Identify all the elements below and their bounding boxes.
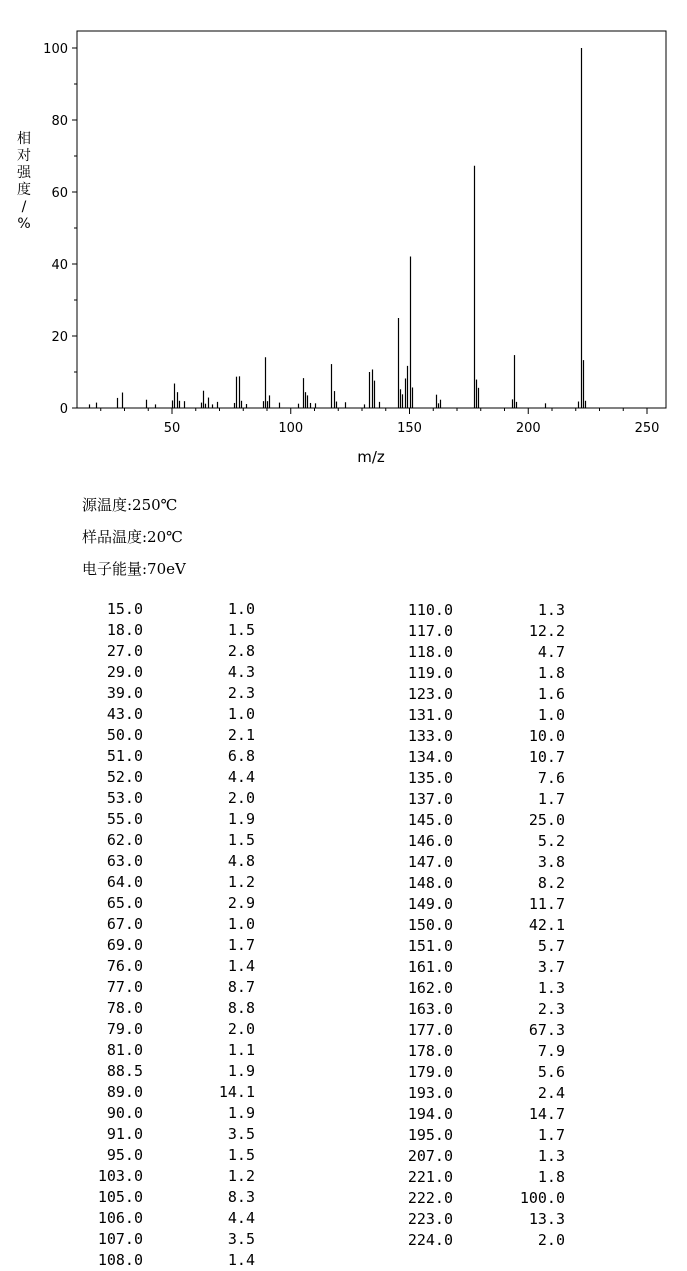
mz-value: 151.0 [407,937,453,955]
table-row [86,662,255,683]
intensity-value: 1.1 [227,1041,255,1059]
mz-value: 67.0 [106,915,143,933]
mz-value: 50.0 [106,726,143,744]
y-axis-label-char: / [21,199,27,215]
table-row [396,642,565,663]
intensity-value: 1.2 [227,873,255,891]
table-row [396,936,565,957]
mz-value: 105.0 [97,1188,143,1206]
mz-value: 18.0 [106,621,143,639]
mz-value: 147.0 [407,853,453,871]
mz-value: 90.0 [106,1104,143,1122]
intensity-value: 100.0 [519,1189,565,1207]
intensity-value: 13.3 [528,1210,565,1228]
mz-value: 193.0 [407,1084,453,1102]
table-row [396,810,565,831]
mz-value: 221.0 [407,1168,453,1186]
mz-value: 52.0 [106,768,143,786]
intensity-value: 8.8 [227,999,255,1017]
mz-value: 177.0 [407,1021,453,1039]
mz-value: 81.0 [106,1041,143,1059]
mz-value: 103.0 [97,1167,143,1185]
y-axis-label-char: % [17,216,31,232]
mz-value: 163.0 [407,1000,453,1018]
mz-value: 69.0 [106,936,143,954]
y-tick-label: 60 [51,186,68,201]
plot-frame [77,31,666,408]
table-row [396,1083,565,1104]
y-axis-label-char: 相 [17,131,31,147]
table-row [396,600,565,621]
table-row [86,1082,255,1103]
intensity-value: 4.8 [227,852,255,870]
spectrum-peaks [90,48,586,408]
mz-value: 95.0 [106,1146,143,1164]
intensity-value: 6.8 [227,747,255,765]
mz-value: 51.0 [106,747,143,765]
intensity-value: 8.3 [227,1188,255,1206]
table-row [86,956,255,977]
mz-value: 146.0 [407,832,453,850]
table-row [396,978,565,999]
intensity-value: 1.8 [537,1168,565,1186]
intensity-value: 67.3 [528,1021,565,1039]
mz-value: 65.0 [106,894,143,912]
mz-value: 27.0 [106,642,143,660]
y-axis-label-char: 对 [17,148,31,164]
mz-value: 161.0 [407,958,453,976]
table-row [86,1187,255,1208]
table-row [396,915,565,936]
table-row [396,705,565,726]
intensity-value: 3.7 [537,958,565,976]
mz-value: 64.0 [106,873,143,891]
mz-value: 178.0 [407,1042,453,1060]
intensity-value: 11.7 [528,895,565,913]
mz-value: 76.0 [106,957,143,975]
table-row [396,957,565,978]
mz-value: 179.0 [407,1063,453,1081]
table-row [86,746,255,767]
table-row [86,1124,255,1145]
mz-value: 123.0 [407,685,453,703]
table-row [86,1208,255,1229]
x-tick-label: 250 [634,421,660,436]
x-axis-ticks [101,408,660,436]
intensity-value: 1.3 [537,601,565,619]
mz-value: 195.0 [407,1126,453,1144]
table-row [396,1209,565,1230]
table-row [396,789,565,810]
mz-value: 145.0 [407,811,453,829]
table-row [396,1230,565,1251]
mz-value: 133.0 [407,727,453,745]
table-row [86,1061,255,1082]
intensity-value: 8.7 [227,978,255,996]
intensity-value: 1.3 [537,979,565,997]
x-axis-label: m/z [357,448,385,466]
intensity-value: 1.5 [227,1146,255,1164]
table-row [396,852,565,873]
table-row [86,809,255,830]
table-row [86,1166,255,1187]
table-row [86,641,255,662]
mz-value: 135.0 [407,769,453,787]
table-row [86,893,255,914]
intensity-value: 1.7 [537,790,565,808]
mz-value: 134.0 [407,748,453,766]
mz-value: 29.0 [106,663,143,681]
mz-value: 149.0 [407,895,453,913]
mz-value: 89.0 [106,1083,143,1101]
table-row [86,872,255,893]
y-tick-label: 100 [43,42,68,57]
y-tick-label: 20 [51,330,68,345]
table-row [396,1167,565,1188]
intensity-value: 1.4 [227,957,255,975]
table-row [86,725,255,746]
intensity-value: 1.0 [227,600,255,618]
mz-value: 15.0 [106,600,143,618]
y-tick-label: 80 [51,114,68,129]
intensity-value: 2.0 [537,1231,565,1249]
intensity-value: 14.7 [528,1105,565,1123]
table-row [396,831,565,852]
table-row [86,914,255,935]
y-axis-label-char: 度 [17,182,31,198]
mz-value: 55.0 [106,810,143,828]
intensity-value: 2.3 [537,1000,565,1018]
mz-value: 207.0 [407,1147,453,1165]
x-tick-label: 200 [515,421,541,436]
mz-value: 88.5 [106,1062,143,1080]
table-row [86,977,255,998]
mz-value: 118.0 [407,643,453,661]
mz-value: 110.0 [407,601,453,619]
table-row [86,599,255,620]
mz-value: 91.0 [106,1125,143,1143]
x-tick-label: 100 [278,421,304,436]
mz-value: 107.0 [97,1230,143,1248]
intensity-value: 25.0 [528,811,565,829]
mz-value: 150.0 [407,916,453,934]
intensity-value: 10.0 [528,727,565,745]
intensity-value: 3.8 [537,853,565,871]
intensity-value: 1.5 [227,621,255,639]
intensity-value: 1.0 [227,705,255,723]
intensity-value: 1.0 [227,915,255,933]
y-axis-ticks [43,42,77,417]
y-tick-label: 40 [51,258,68,273]
table-row [396,1146,565,1167]
mz-value: 63.0 [106,852,143,870]
intensity-value: 1.6 [537,685,565,703]
intensity-value: 12.2 [528,622,565,640]
x-tick-label: 50 [163,421,181,436]
table-row [396,747,565,768]
table-row [396,684,565,705]
mz-value: 148.0 [407,874,453,892]
table-row [396,663,565,684]
intensity-value: 10.7 [528,748,565,766]
sample-temperature: 样品温度:20℃ [82,528,183,546]
intensity-value: 4.4 [227,768,255,786]
mz-value: 117.0 [407,622,453,640]
table-row [396,1020,565,1041]
intensity-value: 42.1 [528,916,565,934]
table-row [396,873,565,894]
mz-value: 224.0 [407,1231,453,1249]
table-row [86,851,255,872]
table-row [396,1041,565,1062]
table-row [396,1188,565,1209]
peak-table-right [396,600,565,1251]
intensity-value: 5.6 [537,1063,565,1081]
intensity-value: 2.1 [227,726,255,744]
intensity-value: 4.4 [227,1209,255,1227]
mz-value: 194.0 [407,1105,453,1123]
mz-value: 162.0 [407,979,453,997]
intensity-value: 1.4 [227,1251,255,1269]
intensity-value: 2.9 [227,894,255,912]
mz-value: 222.0 [407,1189,453,1207]
mz-value: 137.0 [407,790,453,808]
table-row [396,1062,565,1083]
x-tick-label: 150 [397,421,422,436]
intensity-value: 7.6 [537,769,565,787]
table-row [86,935,255,956]
mz-value: 108.0 [97,1251,143,1269]
table-row [86,1229,255,1250]
table-row [396,1125,565,1146]
intensity-value: 2.8 [227,642,255,660]
table-row [86,788,255,809]
intensity-value: 1.9 [227,1104,255,1122]
intensity-value: 8.2 [537,874,565,892]
mz-value: 131.0 [407,706,453,724]
intensity-value: 1.0 [537,706,565,724]
mz-value: 106.0 [97,1209,143,1227]
intensity-value: 2.0 [227,1020,255,1038]
table-row [86,683,255,704]
intensity-value: 2.4 [537,1084,565,1102]
intensity-value: 1.7 [227,936,255,954]
table-row [396,999,565,1020]
y-axis-label-char: 强 [17,165,31,181]
intensity-value: 5.7 [537,937,565,955]
electron-energy: 电子能量:70eV [82,560,186,578]
table-row [86,1019,255,1040]
intensity-value: 1.9 [227,1062,255,1080]
mz-value: 223.0 [407,1210,453,1228]
intensity-value: 14.1 [218,1083,255,1101]
intensity-value: 3.5 [227,1125,255,1143]
mz-value: 79.0 [106,1020,143,1038]
table-row [86,1145,255,1166]
intensity-value: 2.0 [227,789,255,807]
mz-value: 78.0 [106,999,143,1017]
mz-value: 43.0 [106,705,143,723]
mz-value: 77.0 [106,978,143,996]
mz-value: 62.0 [106,831,143,849]
table-row [86,1103,255,1124]
intensity-value: 1.9 [227,810,255,828]
mz-value: 119.0 [407,664,453,682]
table-row [86,620,255,641]
table-row [396,621,565,642]
intensity-value: 5.2 [537,832,565,850]
table-row [396,894,565,915]
table-row [396,768,565,789]
intensity-value: 1.5 [227,831,255,849]
table-row [86,1040,255,1061]
table-row [86,1250,255,1271]
intensity-value: 1.2 [227,1167,255,1185]
table-row [86,767,255,788]
table-row [396,726,565,747]
intensity-value: 1.3 [537,1147,565,1165]
mz-value: 53.0 [106,789,143,807]
intensity-value: 1.8 [537,664,565,682]
mz-value: 39.0 [106,684,143,702]
table-row [86,704,255,725]
intensity-value: 7.9 [537,1042,565,1060]
intensity-value: 2.3 [227,684,255,702]
y-axis-label [14,131,34,233]
intensity-value: 4.3 [227,663,255,681]
table-row [86,830,255,851]
mass-spectrum-chart [0,0,687,470]
intensity-value: 3.5 [227,1230,255,1248]
table-row [86,998,255,1019]
intensity-value: 1.7 [537,1126,565,1144]
intensity-value: 4.7 [537,643,565,661]
source-temperature: 源温度:250℃ [82,496,178,514]
peak-table-left [86,599,255,1271]
table-row [396,1104,565,1125]
y-tick-label: 0 [59,402,68,417]
